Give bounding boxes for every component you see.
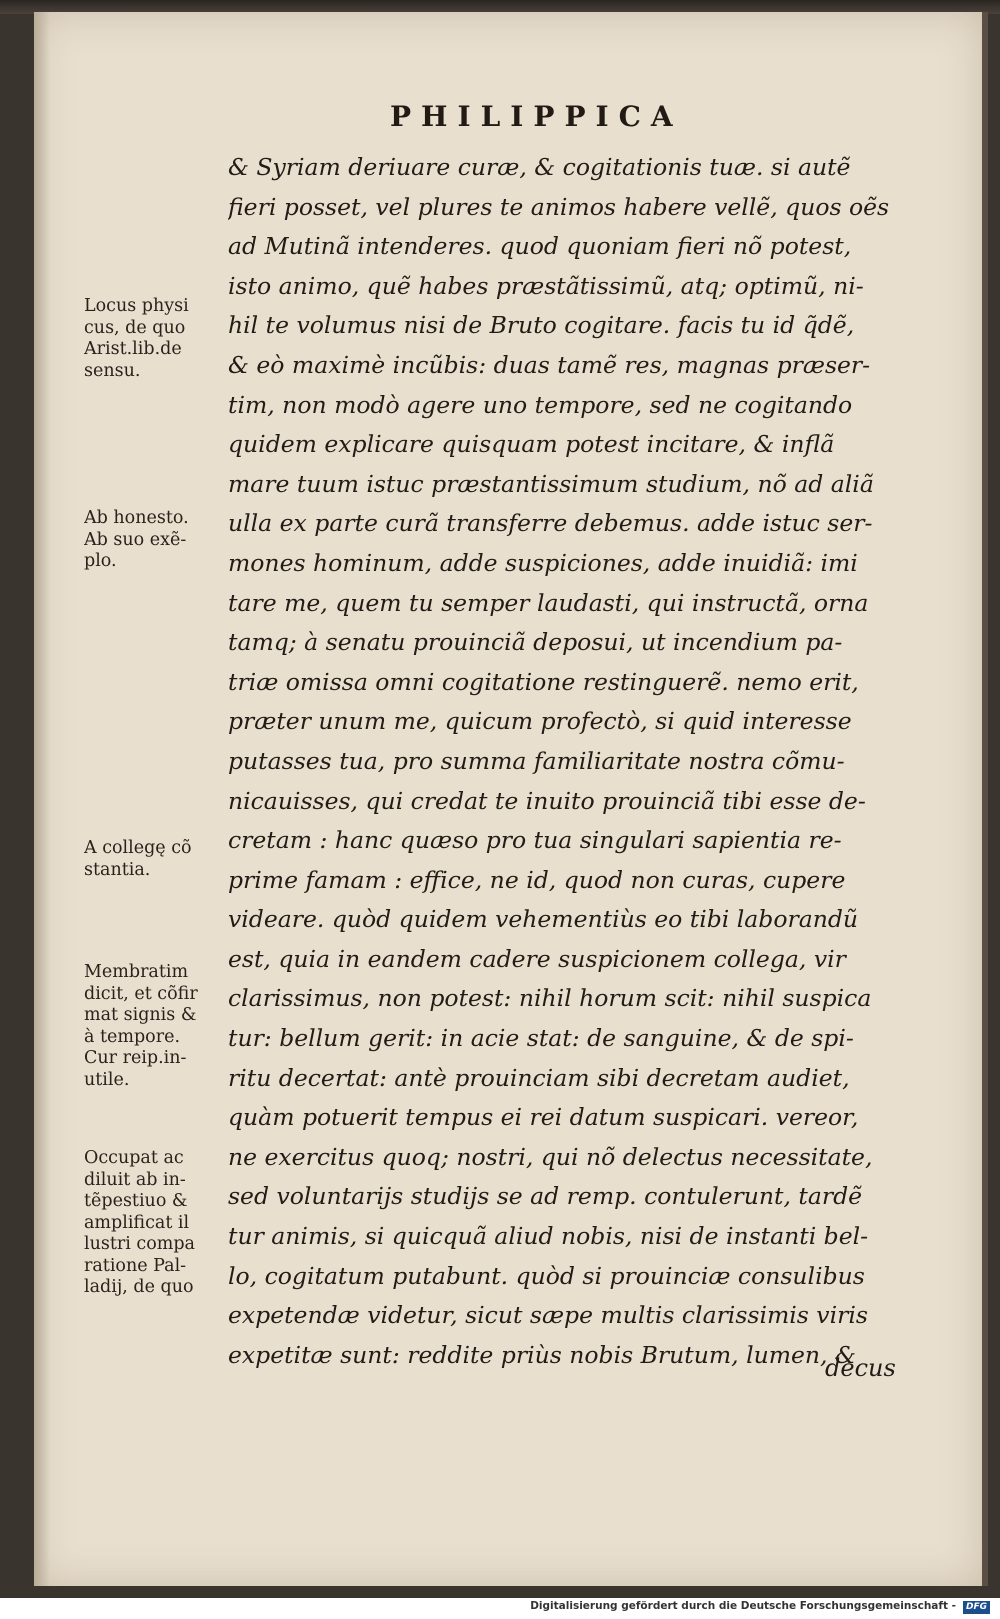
text-line: nicauisses, qui credat te inuito prouinciã tibi esse de- [228, 786, 866, 815]
text-line: tur animis, si quicquã aliud nobis, nisi de instanti bel- [228, 1222, 869, 1251]
text-line: mare tuum istuc præstantissimum studium, nõ ad aliã [228, 469, 874, 498]
marginal-note-line: diluit ab in- [84, 1169, 186, 1190]
marginal-note-ab-honesto [84, 508, 232, 573]
dfg-logo: DFG [963, 1601, 990, 1614]
text-line: triæ omissa omni cogitatione restinguerẽ. nemo erit, [228, 667, 859, 696]
marginal-note-line: sensu. [84, 360, 141, 381]
text-line: cretam : hanc quæso pro tua singulari sapientia re- [228, 826, 842, 855]
marginal-note-line: Locus physi [84, 296, 189, 316]
text-line: tim, non modò agere uno tempore, sed ne cogitando [228, 390, 853, 419]
text-line: mones hominum, adde suspiciones, adde inuidiã: imi [228, 548, 858, 577]
marginal-note-line: lustri compa [84, 1234, 195, 1254]
text-line: quàm potuerit tempus ei rei datum suspicari. vereor, [228, 1103, 859, 1132]
text-line: & Syriam deriuare curæ, & cogitationis tuæ. si autẽ [228, 153, 851, 181]
text-line: tare me, quem tu semper laudasti, qui instructã, orna [228, 588, 869, 617]
text-line: & eò maximè incũbis: duas tamẽ res, magnas præser- [228, 350, 871, 379]
text-line: expetendæ videtur, sicut sæpe multis clarissimis viris [228, 1301, 868, 1330]
marginal-note-line: Arist.lib.de [84, 339, 182, 359]
text-line: est, quia in eandem cadere suspicionem collega, vir [228, 944, 846, 973]
text-line: prime famam : effice, ne id, quod non curas, cupere [228, 865, 846, 894]
text-line: putasses tua, pro summa familiaritate nostra cõmu- [228, 746, 845, 775]
marginal-note-line: tẽpestiuo & [84, 1191, 188, 1211]
marginal-note-locus-physicus [84, 296, 232, 382]
marginal-note-membratim [84, 962, 232, 1091]
marginal-note-line: Membratim [84, 962, 189, 982]
text-line: tamq; à senatu prouinciã deposui, ut incendium pa- [228, 628, 843, 657]
marginal-note-line: Cur reip.in- [84, 1048, 187, 1068]
text-line: expetitæ sunt: reddite priùs nobis Brutum, lumen, & [228, 1340, 856, 1369]
marginal-note-line: plo. [84, 551, 117, 571]
text-line: fieri posset, vel plures te animos habere vellẽ, quos oẽs [228, 192, 890, 221]
text-line: ad Mutinã intenderes. quod quoniam fieri nõ potest, [228, 232, 852, 261]
marginal-note-line: amplificat il [84, 1212, 190, 1233]
marginal-note-line: stantia. [84, 859, 151, 880]
marginal-note-line: à tempore. [84, 1026, 181, 1047]
text-line: ne exercitus quoq; nostri, qui nõ delectus necessitate, [228, 1142, 873, 1171]
marginal-note-line: ratione Pal- [84, 1255, 187, 1276]
marginal-note-line: cus, de quo [84, 317, 186, 338]
text-line: quidem explicare quisquam potest incitare, & inflã [228, 430, 835, 459]
text-line: isto animo, quẽ habes præstãtissimũ, atq; optimũ, ni- [228, 271, 864, 300]
text-line: tur: bellum gerit: in acie stat: de sanguine, & de spi- [228, 1024, 854, 1053]
marginal-note-line: Ab suo exẽ- [84, 529, 187, 550]
dfg-credit-text: Digitalisierung gefördert durch die Deutsche Forschungsgemeinschaft - [530, 1600, 956, 1612]
marginal-note-line: utile. [84, 1069, 130, 1090]
text-line: ulla ex parte curã transferre debemus. adde istuc ser- [228, 509, 873, 538]
text-line: hil te volumus nisi de Bruto cogitare. facis tu id q̃dẽ, [228, 311, 855, 340]
marginal-note-line: A collegę cõ [84, 838, 192, 858]
text-line: videare. quòd quidem vehementiùs eo tibi laborandũ [228, 905, 859, 934]
marginal-note-line: ladij, de quo [84, 1277, 194, 1297]
main-text-block [228, 148, 928, 1375]
text-line: sed voluntarijs studijs se ad remp. contulerunt, tardẽ [228, 1182, 863, 1211]
marginal-note-line: Occupat ac [84, 1148, 184, 1168]
text-line: ritu decertat: antè prouinciam sibi decretam audiet, [228, 1063, 850, 1092]
text-line: præter unum me, quicum profectò, si quid interesse [228, 707, 852, 736]
marginal-note-line: Ab honesto. [84, 508, 189, 528]
text-line: clarissimus, non potest: nihil horum scit: nihil suspica [228, 984, 872, 1013]
marginal-note-line: mat signis & [84, 1005, 197, 1025]
marginal-note-occupat [84, 1148, 232, 1299]
text-line: lo, cogitatum putabunt. quòd si prouinciæ consulibus [228, 1261, 865, 1290]
catchword: decus [825, 1354, 896, 1382]
marginal-note-line: dicit, et cõfir [84, 983, 198, 1004]
marginal-note-collegae-constantia [84, 838, 232, 881]
running-head: PHILIPPICA [390, 100, 683, 133]
